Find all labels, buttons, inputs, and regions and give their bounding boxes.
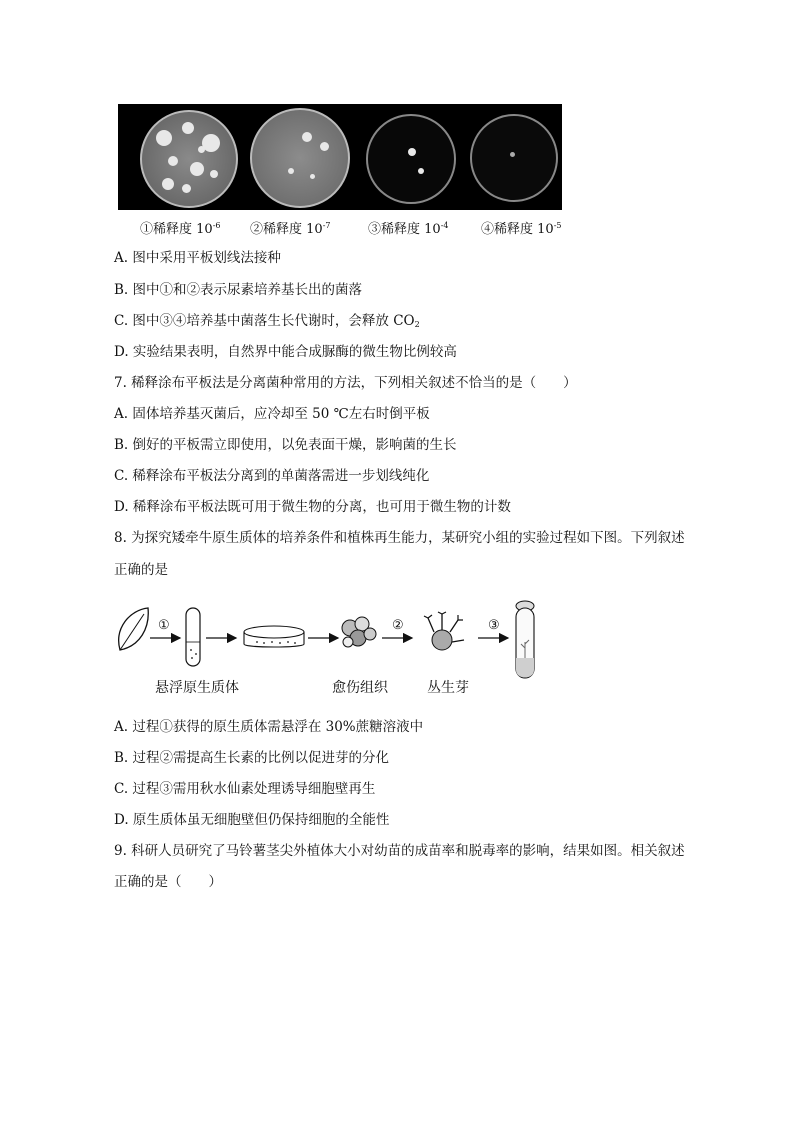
callus-icon (342, 617, 376, 647)
diagram-label-protoplast: 悬浮原生质体 (155, 680, 239, 696)
petri-dish-2 (250, 108, 350, 208)
q8-stem-line1: 8. 为探究矮牵牛原生质体的培养条件和植株再生能力，某研究小组的实验过程如下图。下列叙述 (114, 530, 685, 546)
petri-dish-4 (470, 114, 558, 202)
q6-option-c: C. 图中③④培养基中菌落生长代谢时，会释放 $CO_2$ (114, 313, 420, 329)
culture-dish-icon (244, 626, 304, 647)
petri-dish-1 (140, 110, 238, 208)
q7-option-c: C. 稀释涂布平板法分离到的单菌落需进一步划线纯化 (114, 468, 430, 484)
petri-dish-3 (366, 114, 456, 204)
q8-stem-line2: 正确的是 (114, 562, 168, 578)
q7-option-b: B. 倒好的平板需立即使用，以免表面干燥，影响菌的生长 (114, 437, 457, 453)
dish-caption-3: ③稀释度 $10^{-4}$ (368, 221, 449, 237)
q6-option-d: D. 实验结果表明，自然界中能合成脲酶的微生物比例较高 (114, 344, 457, 360)
dish-caption-2: ②稀释度 $10^{-7}$ (250, 221, 331, 237)
diagram-label-callus: 愈伤组织 (332, 680, 388, 696)
q8-option-c: C. 过程③需用秋水仙素处理诱导细胞壁再生 (114, 781, 376, 797)
test-tube-icon (186, 608, 200, 666)
q7-option-a: A. 固体培养基灭菌后，应冷却至 50 ℃左右时倒平板 (114, 406, 430, 422)
petri-dish-photo (118, 104, 562, 210)
q8-option-a: A. 过程①获得的原生质体需悬浮在 30%蔗糖溶液中 (114, 719, 424, 735)
q9-stem-line2: 正确的是（ ） (114, 874, 222, 890)
q8-option-b: B. 过程②需提高生长素的比例以促进芽的分化 (114, 750, 390, 766)
q8-process-diagram (112, 598, 552, 682)
plantlet-tube-icon (516, 601, 534, 678)
q7-stem: 7. 稀释涂布平板法是分离菌种常用的方法，下列相关叙述不恰当的是（ ） (114, 375, 577, 391)
q6-option-a: A. 图中采用平板划线法接种 (114, 250, 281, 266)
q7-option-d: D. 稀释涂布平板法既可用于微生物的分离，也可用于微生物的计数 (114, 499, 511, 515)
q8-option-d: D. 原生质体虽无细胞壁但仍保持细胞的全能性 (114, 812, 390, 828)
step-number-2: ② (392, 618, 404, 633)
step-number-3: ③ (488, 618, 500, 633)
diagram-label-shoots: 丛生芽 (427, 680, 469, 696)
q6-option-b: B. 图中①和②表示尿素培养基长出的菌落 (114, 282, 363, 298)
q9-stem-line1: 9. 科研人员研究了马铃薯茎尖外植体大小对幼苗的成苗率和脱毒率的影响，结果如图。相关叙述 (114, 843, 685, 859)
shoots-icon (424, 612, 464, 650)
dish-caption-1: ①稀释度 $10^{-6}$ (140, 221, 221, 237)
leaf-icon (119, 608, 149, 650)
dish-caption-4: ④稀释度 $10^{-5}$ (481, 221, 562, 237)
step-number-1: ① (158, 618, 170, 633)
